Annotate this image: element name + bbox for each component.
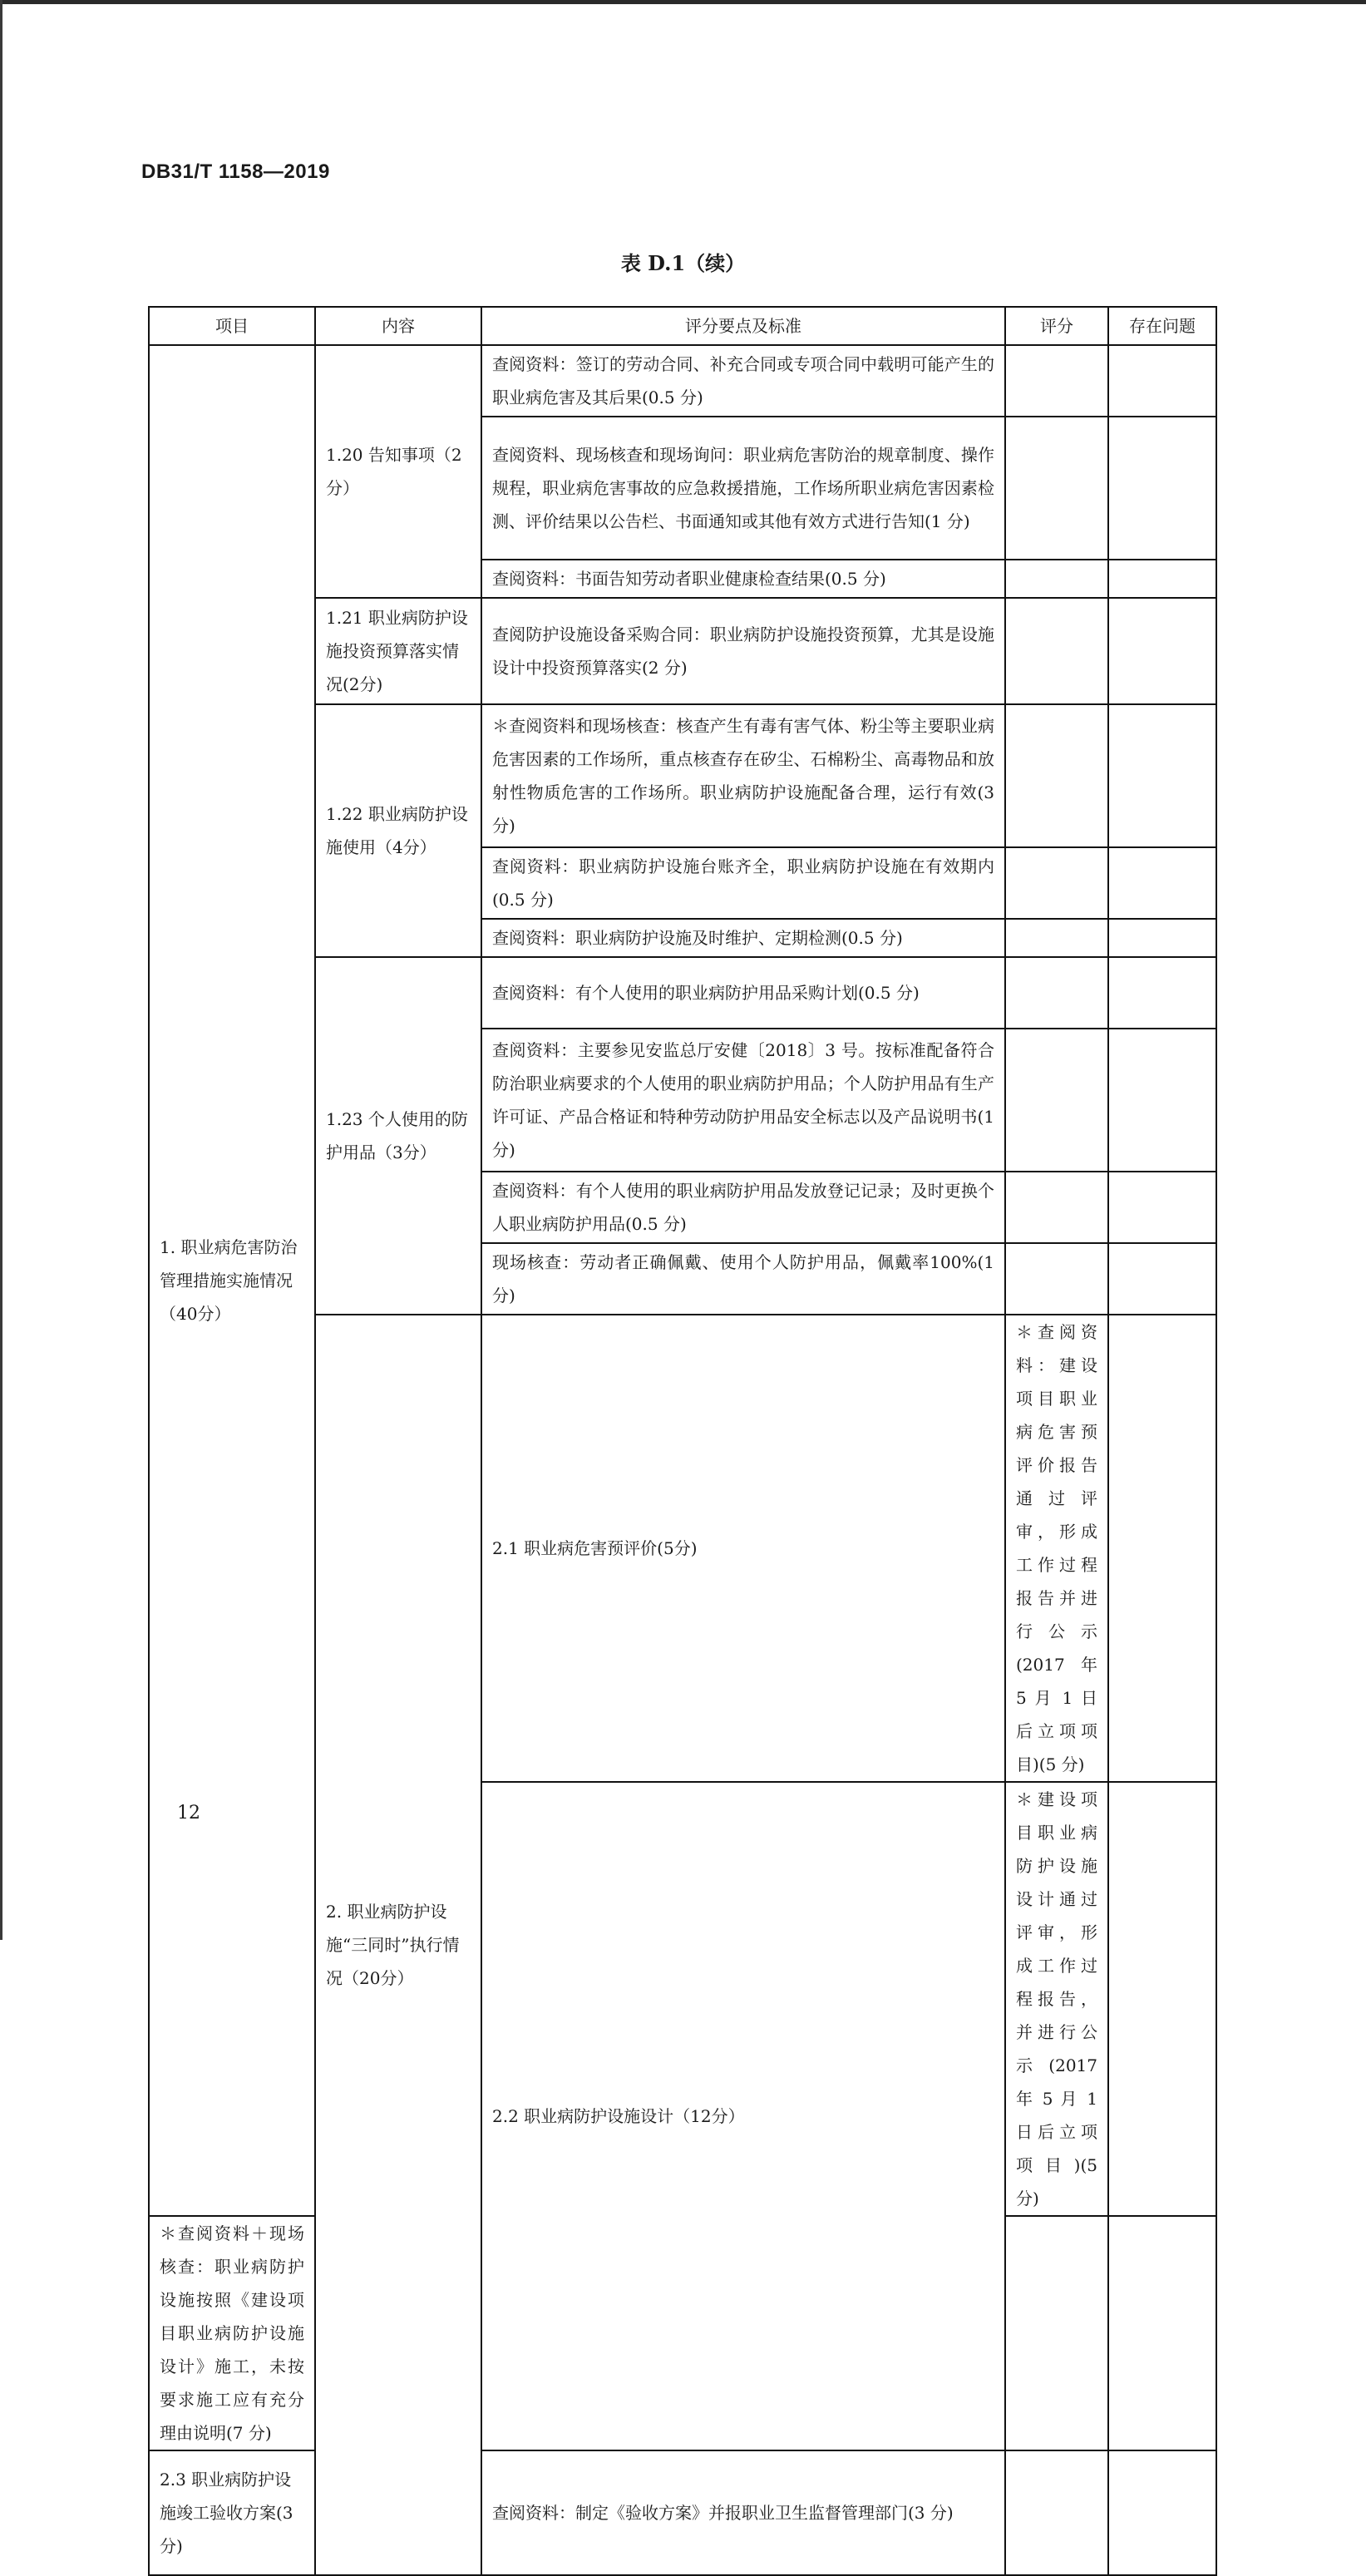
table-row: [149, 2450, 1216, 2575]
criteria-cell: 查阅资料：制定《验收方案》并报职业卫生监督管理部门(3 分): [481, 2450, 1005, 2575]
criteria-cell: 现场核查：劳动者正确佩戴、使用个人防护用品，佩戴率100%(1 分): [481, 1243, 1005, 1315]
issue-cell[interactable]: [1108, 847, 1216, 919]
issue-cell[interactable]: [1108, 2216, 1216, 2450]
table-title: 表 D.1（续）: [620, 251, 746, 275]
issue-cell[interactable]: [1108, 560, 1216, 598]
table-container: [148, 306, 1216, 2576]
score-cell[interactable]: [1005, 957, 1108, 1029]
issue-cell[interactable]: [1108, 598, 1216, 704]
criteria-cell: ＊查阅资料和现场核查：核查产生有毒有害气体、粉尘等主要职业病危害因素的工作场所，重点核查存在矽尘、石棉粉尘、高毒物品和放射性物质危害的工作场所。职业病防护设施配备合理，运行有效(3 分): [481, 704, 1005, 847]
issue-cell[interactable]: [1108, 1243, 1216, 1315]
criteria-cell: 查阅资料：有个人使用的职业病防护用品发放登记记录；及时更换个人职业病防护用品(0.5 分): [481, 1172, 1005, 1243]
issue-cell[interactable]: [1108, 345, 1216, 417]
score-cell[interactable]: [1005, 2450, 1108, 2575]
content-cell: 1.20 告知事项（2分）: [315, 345, 481, 598]
col-header-criteria: 评分要点及标准: [481, 307, 1005, 345]
issue-cell[interactable]: [1108, 957, 1216, 1029]
score-cell[interactable]: [1005, 560, 1108, 598]
content-cell: 2.2 职业病防护设施设计（12分）: [481, 1782, 1005, 2450]
criteria-cell: 查阅资料：职业病防护设施及时维护、定期检测(0.5 分): [481, 919, 1005, 957]
criteria-cell: 查阅资料：职业病防护设施台账齐全，职业病防护设施在有效期内(0.5 分): [481, 847, 1005, 919]
document-code: DB31/T 1158—2019: [141, 160, 330, 183]
page-number: 12: [177, 1803, 200, 1823]
criteria-cell: ＊查阅资料：建设项目职业病危害预评价报告通过评审，形成工作过程报告并进行公示(2017 年 5 月 1 日后立项项目)(5 分): [1005, 1315, 1108, 1782]
score-cell[interactable]: [1005, 847, 1108, 919]
score-cell[interactable]: [1005, 598, 1108, 704]
content-cell: 2.3 职业病防护设施竣工验收方案(3分): [149, 2450, 315, 2575]
criteria-cell: ＊查阅资料＋现场核查：职业病防护设施按照《建设项目职业病防护设施设计》施工，未按要求施工应有充分理由说明(7 分): [149, 2216, 315, 2450]
content-cell: 1.21 职业病防护设施投资预算落实情况(2分): [315, 598, 481, 704]
score-cell[interactable]: [1005, 1243, 1108, 1315]
col-header-content: 内容: [315, 307, 481, 345]
score-cell[interactable]: [1005, 704, 1108, 847]
content-cell: 2.1 职业病危害预评价(5分): [481, 1315, 1005, 1782]
scan-edge-left: [0, 0, 2, 1940]
score-cell[interactable]: [1005, 919, 1108, 957]
issue-cell[interactable]: [1108, 2450, 1216, 2575]
issue-cell[interactable]: [1108, 417, 1216, 560]
issue-cell[interactable]: [1108, 704, 1216, 847]
project-cell: 1. 职业病危害防治管理措施实施情况（40分）: [149, 345, 315, 2216]
col-header-score: 评分: [1005, 307, 1108, 345]
score-cell[interactable]: [1005, 2216, 1108, 2450]
project-cell: 2. 职业病防护设施“三同时”执行情况（20分）: [315, 1315, 481, 2575]
table-row: [149, 345, 1216, 417]
criteria-cell: 查阅防护设施设备采购合同：职业病防护设施投资预算，尤其是设施设计中投资预算落实(2 分): [481, 598, 1005, 704]
scan-edge-top: [0, 0, 1366, 4]
col-header-issues: 存在问题: [1108, 307, 1216, 345]
issue-cell[interactable]: [1108, 919, 1216, 957]
table-header-row: [149, 307, 1216, 345]
score-cell[interactable]: [1005, 1029, 1108, 1172]
score-cell[interactable]: [1005, 345, 1108, 417]
criteria-cell: 查阅资料：主要参见安监总厅安健〔2018〕3 号。按标准配备符合防治职业病要求的个人使用的职业病防护用品；个人防护用品有生产许可证、产品合格证和特种劳动防护用品安全标志以及产品说明书(1 分): [481, 1029, 1005, 1172]
score-cell[interactable]: [1005, 417, 1108, 560]
criteria-cell: 查阅资料：签订的劳动合同、补充合同或专项合同中载明可能产生的职业病危害及其后果(0.5 分): [481, 345, 1005, 417]
criteria-cell: 查阅资料：有个人使用的职业病防护用品采购计划(0.5 分): [481, 957, 1005, 1029]
col-header-project: 项目: [149, 307, 315, 345]
score-cell[interactable]: [1108, 1782, 1216, 2216]
criteria-cell: 查阅资料、现场核查和现场询问：职业病危害防治的规章制度、操作规程，职业病危害事故的应急救援措施，工作场所职业病危害因素检测、评价结果以公告栏、书面通知或其他有效方式进行告知(1 分): [481, 417, 1005, 560]
score-cell[interactable]: [1108, 1315, 1216, 1782]
scoring-table: [148, 306, 1217, 2576]
criteria-cell: ＊建设项目职业病防护设施设计通过评审，形成工作过程报告，并进行公示(2017 年 5 月 1 日后立项项目)(5 分): [1005, 1782, 1108, 2216]
issue-cell[interactable]: [1108, 1029, 1216, 1172]
content-cell: 1.23 个人使用的防护用品（3分）: [315, 957, 481, 1315]
issue-cell[interactable]: [1108, 1172, 1216, 1243]
score-cell[interactable]: [1005, 1172, 1108, 1243]
criteria-cell: 查阅资料：书面告知劳动者职业健康检查结果(0.5 分): [481, 560, 1005, 598]
content-cell: 1.22 职业病防护设施使用（4分）: [315, 704, 481, 957]
